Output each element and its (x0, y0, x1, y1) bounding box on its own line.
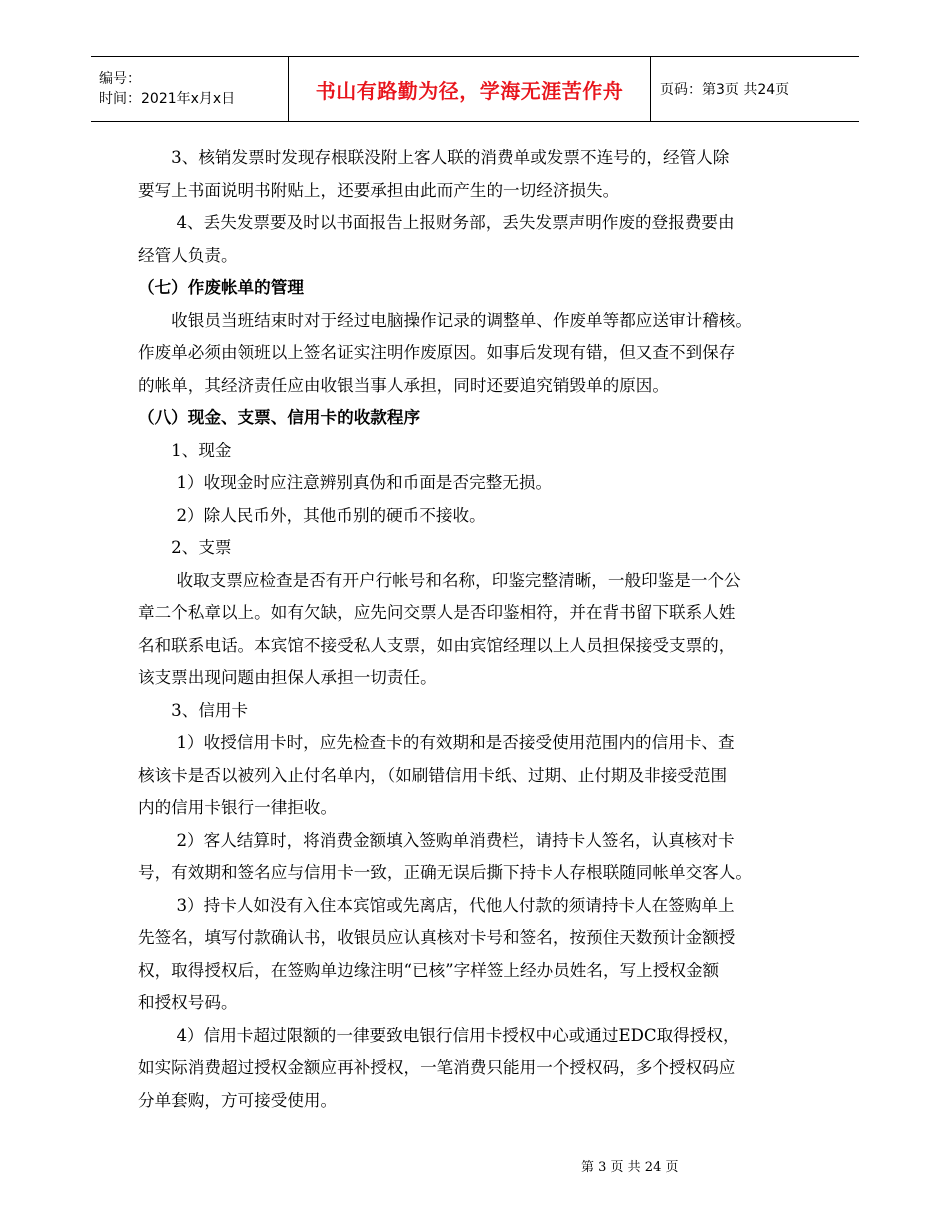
paragraph-invoice-verification (138, 142, 818, 207)
cash-item-1: 1）收现金时应注意辨别真伪和币面是否完整无损。 (138, 473, 553, 492)
card-item-1 (138, 727, 818, 825)
text-line: 收银员当班结束时对于经过电脑操作记录的调整单、作废单等都应送审计稽核。 (138, 310, 752, 330)
text-line: 作废单必须由领班以上签名证实注明作废原因。如事后发现有错，但又查不到保存 (138, 343, 736, 362)
subheading-credit-card: 3、信用卡 (138, 700, 249, 720)
date-label: 时间：2021年x月x日 (99, 91, 236, 107)
text-line: 经管人负责。 (138, 245, 238, 265)
text-line: 先签名，填写付款确认书，收银员应认真核对卡号和签名，按预住天数预计金额授 (138, 928, 736, 947)
text-line: 4）信用卡超过限额的一律要致电银行信用卡授权中心或通过EDC取得授权， (138, 1025, 740, 1045)
header-meta (91, 57, 288, 121)
motto-text: 书山有路勤为径，学海无涯苦作舟 (315, 78, 624, 103)
footer-page-number: 第 3 页 共 24 页 (581, 1160, 679, 1175)
text-line: 内的信用卡银行一律拒收。 (138, 798, 338, 817)
text-line: 和授权号码。 (138, 993, 238, 1012)
paragraph-check (138, 565, 818, 695)
text-line: 要写上书面说明书附贴上，还要承担由此而产生的一切经济损失。 (138, 180, 620, 200)
document-body (138, 142, 818, 1117)
text-line: 权，取得授权后，在签购单边缘注明“已核”字样签上经办员姓名，写上授权金额 (138, 960, 720, 980)
text-line: 4、丢失发票要及时以书面报告上报财务部，丢失发票声明作废的登报费要由 (138, 213, 735, 232)
cash-item-2: 2）除人民币外，其他币别的硬币不接收。 (138, 505, 486, 525)
text-line: 核该卡是否以被列入止付名单内，（如刷错信用卡纸、过期、止付期及非接受范围 (138, 765, 728, 785)
text-line: 如实际消费超过授权金额应再补授权，一笔消费只能用一个授权码，多个授权码应 (138, 1058, 736, 1077)
card-item-2 (138, 825, 818, 890)
page-header (91, 56, 859, 122)
number-label: 编号： (99, 71, 141, 87)
subheading-check: 2、支票 (138, 538, 232, 557)
header-page-info: 页码：第3页 共24页 (660, 82, 790, 98)
card-item-4 (138, 1020, 818, 1118)
text-line: 分单套购，方可接受使用。 (138, 1090, 338, 1110)
text-line: 3、核销发票时发现存根联没附上客人联的消费单或发票不连号的，经管人除 (138, 148, 730, 167)
header-motto (288, 57, 651, 121)
text-line: 1）收授信用卡时，应先检查卡的有效期和是否接受使用范围内的信用卡、查 (138, 733, 735, 752)
card-item-3 (138, 890, 818, 1020)
section-heading-payment-procedures: （八）现金、支票、信用卡的收款程序 (138, 408, 421, 427)
text-line: 2）客人结算时，将消费金额填入签购单消费栏，请持卡人签名，认真核对卡 (138, 830, 735, 850)
subheading-cash: 1、现金 (138, 440, 232, 460)
paragraph-lost-invoice (138, 207, 818, 272)
text-line: 的帐单，其经济责任应由收银当事人承担，同时还要追究销毁单的原因。 (138, 375, 669, 395)
text-line: 该支票出现问题由担保人承担一切责任。 (138, 668, 437, 687)
paragraph-void-bills (138, 305, 818, 403)
text-line: 名和联系电话。本宾馆不接受私人支票，如由宾馆经理以上人员担保接受支票的， (138, 635, 736, 655)
text-line: 3）持卡人如没有入住本宾馆或先离店，代他人付款的须请持卡人在签购单上 (138, 895, 735, 915)
text-line: 收取支票应检查是否有开户行帐号和名称，印鉴完整清晰，一般印鉴是一个公 (138, 570, 741, 590)
text-line: 章二个私章以上。如有欠缺，应先问交票人是否印鉴相符，并在背书留下联系人姓 (138, 603, 736, 622)
text-line: 号，有效期和签名应与信用卡一致，正确无误后撕下持卡人存根联随同帐单交客人。 (138, 863, 752, 882)
section-heading-void-bills: （七）作废帐单的管理 (138, 278, 304, 297)
